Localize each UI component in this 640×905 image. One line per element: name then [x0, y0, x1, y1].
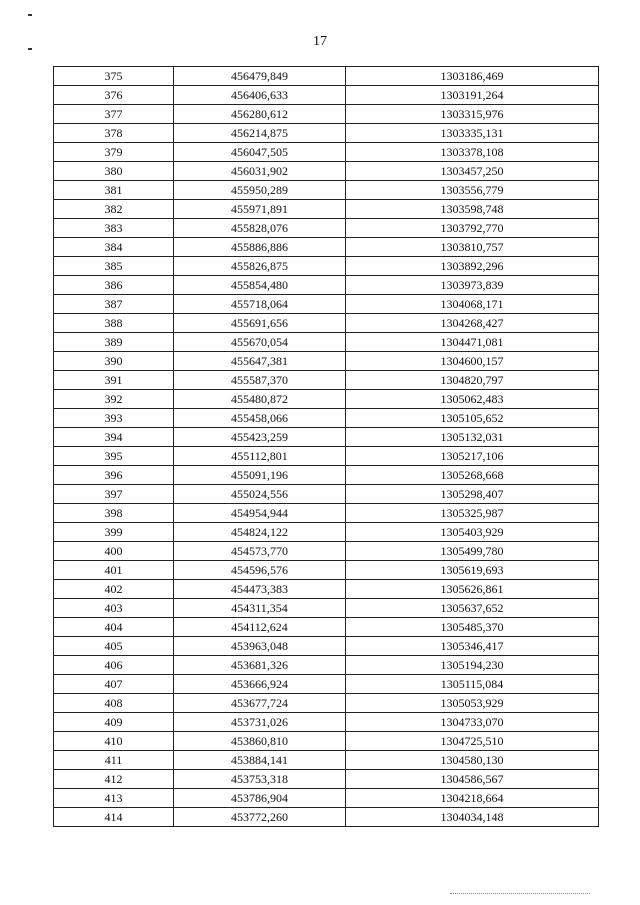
point-number-cell: 384 — [54, 238, 174, 257]
y-coordinate-cell: 1305403,929 — [346, 523, 599, 542]
y-coordinate-cell: 1304034,148 — [346, 808, 599, 827]
x-coordinate-cell: 453772,260 — [174, 808, 346, 827]
point-number-cell: 375 — [54, 67, 174, 86]
y-coordinate-cell: 1305053,929 — [346, 694, 599, 713]
point-number-cell: 406 — [54, 656, 174, 675]
y-coordinate-cell: 1304580,130 — [346, 751, 599, 770]
coordinates-table-body — [54, 67, 599, 827]
table-row — [54, 200, 599, 219]
table-row — [54, 789, 599, 808]
y-coordinate-cell: 1303973,839 — [346, 276, 599, 295]
point-number-cell: 410 — [54, 732, 174, 751]
table-row — [54, 561, 599, 580]
x-coordinate-cell: 455828,076 — [174, 219, 346, 238]
point-number-cell: 395 — [54, 447, 174, 466]
x-coordinate-cell: 455691,656 — [174, 314, 346, 333]
scan-mark — [28, 14, 32, 16]
y-coordinate-cell: 1304068,171 — [346, 295, 599, 314]
x-coordinate-cell: 453681,326 — [174, 656, 346, 675]
point-number-cell: 393 — [54, 409, 174, 428]
point-number-cell: 378 — [54, 124, 174, 143]
x-coordinate-cell: 453884,141 — [174, 751, 346, 770]
table-row — [54, 523, 599, 542]
table-row — [54, 333, 599, 352]
point-number-cell: 413 — [54, 789, 174, 808]
point-number-cell: 394 — [54, 428, 174, 447]
y-coordinate-cell: 1304733,070 — [346, 713, 599, 732]
x-coordinate-cell: 453963,048 — [174, 637, 346, 656]
x-coordinate-cell: 455480,872 — [174, 390, 346, 409]
page-number: 17 — [313, 34, 327, 49]
y-coordinate-cell: 1305268,668 — [346, 466, 599, 485]
y-coordinate-cell: 1304600,157 — [346, 352, 599, 371]
point-number-cell: 380 — [54, 162, 174, 181]
x-coordinate-cell: 455587,370 — [174, 371, 346, 390]
table-row — [54, 694, 599, 713]
x-coordinate-cell: 454954,944 — [174, 504, 346, 523]
table-row — [54, 808, 599, 827]
point-number-cell: 386 — [54, 276, 174, 295]
point-number-cell: 407 — [54, 675, 174, 694]
point-number-cell: 414 — [54, 808, 174, 827]
point-number-cell: 412 — [54, 770, 174, 789]
y-coordinate-cell: 1305298,407 — [346, 485, 599, 504]
table-row — [54, 618, 599, 637]
x-coordinate-cell: 455458,066 — [174, 409, 346, 428]
table-row — [54, 485, 599, 504]
point-number-cell: 388 — [54, 314, 174, 333]
x-coordinate-cell: 455718,064 — [174, 295, 346, 314]
y-coordinate-cell: 1305132,031 — [346, 428, 599, 447]
y-coordinate-cell: 1305485,370 — [346, 618, 599, 637]
x-coordinate-cell: 455854,480 — [174, 276, 346, 295]
table-row — [54, 599, 599, 618]
x-coordinate-cell: 453666,924 — [174, 675, 346, 694]
table-row — [54, 238, 599, 257]
x-coordinate-cell: 455423,259 — [174, 428, 346, 447]
x-coordinate-cell: 456214,875 — [174, 124, 346, 143]
table-row — [54, 390, 599, 409]
point-number-cell: 387 — [54, 295, 174, 314]
x-coordinate-cell: 456031,902 — [174, 162, 346, 181]
point-number-cell: 403 — [54, 599, 174, 618]
x-coordinate-cell: 454112,624 — [174, 618, 346, 637]
x-coordinate-cell: 455024,556 — [174, 485, 346, 504]
point-number-cell: 404 — [54, 618, 174, 637]
point-number-cell: 385 — [54, 257, 174, 276]
table-row — [54, 675, 599, 694]
y-coordinate-cell: 1305499,780 — [346, 542, 599, 561]
x-coordinate-cell: 453753,318 — [174, 770, 346, 789]
table-row — [54, 504, 599, 523]
point-number-cell: 390 — [54, 352, 174, 371]
point-number-cell: 398 — [54, 504, 174, 523]
x-coordinate-cell: 456406,633 — [174, 86, 346, 105]
y-coordinate-cell: 1305217,106 — [346, 447, 599, 466]
table-row — [54, 162, 599, 181]
point-number-cell: 391 — [54, 371, 174, 390]
table-row — [54, 656, 599, 675]
x-coordinate-cell: 456479,849 — [174, 67, 346, 86]
x-coordinate-cell: 455826,875 — [174, 257, 346, 276]
point-number-cell: 399 — [54, 523, 174, 542]
point-number-cell: 376 — [54, 86, 174, 105]
x-coordinate-cell: 455670,054 — [174, 333, 346, 352]
y-coordinate-cell: 1303315,976 — [346, 105, 599, 124]
y-coordinate-cell: 1305062,483 — [346, 390, 599, 409]
point-number-cell: 408 — [54, 694, 174, 713]
y-coordinate-cell: 1305105,652 — [346, 409, 599, 428]
y-coordinate-cell: 1303792,770 — [346, 219, 599, 238]
y-coordinate-cell: 1303186,469 — [346, 67, 599, 86]
y-coordinate-cell: 1305194,230 — [346, 656, 599, 675]
point-number-cell: 389 — [54, 333, 174, 352]
table-row — [54, 352, 599, 371]
table-row — [54, 447, 599, 466]
x-coordinate-cell: 454311,354 — [174, 599, 346, 618]
point-number-cell: 381 — [54, 181, 174, 200]
table-row — [54, 466, 599, 485]
point-number-cell: 397 — [54, 485, 174, 504]
point-number-cell: 409 — [54, 713, 174, 732]
y-coordinate-cell: 1304586,567 — [346, 770, 599, 789]
x-coordinate-cell: 453860,810 — [174, 732, 346, 751]
point-number-cell: 379 — [54, 143, 174, 162]
point-number-cell: 402 — [54, 580, 174, 599]
x-coordinate-cell: 453786,904 — [174, 789, 346, 808]
x-coordinate-cell: 455647,381 — [174, 352, 346, 371]
x-coordinate-cell: 455112,801 — [174, 447, 346, 466]
y-coordinate-cell: 1305346,417 — [346, 637, 599, 656]
x-coordinate-cell: 455971,891 — [174, 200, 346, 219]
table-row — [54, 542, 599, 561]
x-coordinate-cell: 454573,770 — [174, 542, 346, 561]
y-coordinate-cell: 1305626,861 — [346, 580, 599, 599]
point-number-cell: 382 — [54, 200, 174, 219]
y-coordinate-cell: 1303598,748 — [346, 200, 599, 219]
y-coordinate-cell: 1305637,652 — [346, 599, 599, 618]
x-coordinate-cell: 453731,026 — [174, 713, 346, 732]
x-coordinate-cell: 456047,505 — [174, 143, 346, 162]
table-row — [54, 86, 599, 105]
x-coordinate-cell: 456280,612 — [174, 105, 346, 124]
y-coordinate-cell: 1303892,296 — [346, 257, 599, 276]
point-number-cell: 401 — [54, 561, 174, 580]
table-row — [54, 751, 599, 770]
table-row — [54, 713, 599, 732]
y-coordinate-cell: 1304471,081 — [346, 333, 599, 352]
table-row — [54, 67, 599, 86]
y-coordinate-cell: 1304218,664 — [346, 789, 599, 808]
table-row — [54, 637, 599, 656]
y-coordinate-cell: 1305325,987 — [346, 504, 599, 523]
footer-line — [450, 893, 590, 894]
table-row — [54, 295, 599, 314]
x-coordinate-cell: 454596,576 — [174, 561, 346, 580]
table-row — [54, 314, 599, 333]
y-coordinate-cell: 1305619,693 — [346, 561, 599, 580]
y-coordinate-cell: 1303457,250 — [346, 162, 599, 181]
y-coordinate-cell: 1304725,510 — [346, 732, 599, 751]
point-number-cell: 411 — [54, 751, 174, 770]
table-row — [54, 371, 599, 390]
table-row — [54, 732, 599, 751]
x-coordinate-cell: 455886,886 — [174, 238, 346, 257]
table-row — [54, 181, 599, 200]
y-coordinate-cell: 1303191,264 — [346, 86, 599, 105]
point-number-cell: 383 — [54, 219, 174, 238]
table-row — [54, 276, 599, 295]
table-row — [54, 428, 599, 447]
x-coordinate-cell: 453677,724 — [174, 694, 346, 713]
x-coordinate-cell: 454824,122 — [174, 523, 346, 542]
point-number-cell: 405 — [54, 637, 174, 656]
y-coordinate-cell: 1304268,427 — [346, 314, 599, 333]
coordinates-table — [53, 66, 599, 827]
point-number-cell: 392 — [54, 390, 174, 409]
y-coordinate-cell: 1305115,084 — [346, 675, 599, 694]
table-row — [54, 124, 599, 143]
table-row — [54, 105, 599, 124]
table-row — [54, 257, 599, 276]
x-coordinate-cell: 455091,196 — [174, 466, 346, 485]
table-row — [54, 219, 599, 238]
y-coordinate-cell: 1303810,757 — [346, 238, 599, 257]
table-row — [54, 770, 599, 789]
y-coordinate-cell: 1303378,108 — [346, 143, 599, 162]
table-row — [54, 143, 599, 162]
table-row — [54, 580, 599, 599]
y-coordinate-cell: 1304820,797 — [346, 371, 599, 390]
x-coordinate-cell: 454473,383 — [174, 580, 346, 599]
point-number-cell: 400 — [54, 542, 174, 561]
y-coordinate-cell: 1303556,779 — [346, 181, 599, 200]
table-row — [54, 409, 599, 428]
point-number-cell: 377 — [54, 105, 174, 124]
y-coordinate-cell: 1303335,131 — [346, 124, 599, 143]
point-number-cell: 396 — [54, 466, 174, 485]
x-coordinate-cell: 455950,289 — [174, 181, 346, 200]
